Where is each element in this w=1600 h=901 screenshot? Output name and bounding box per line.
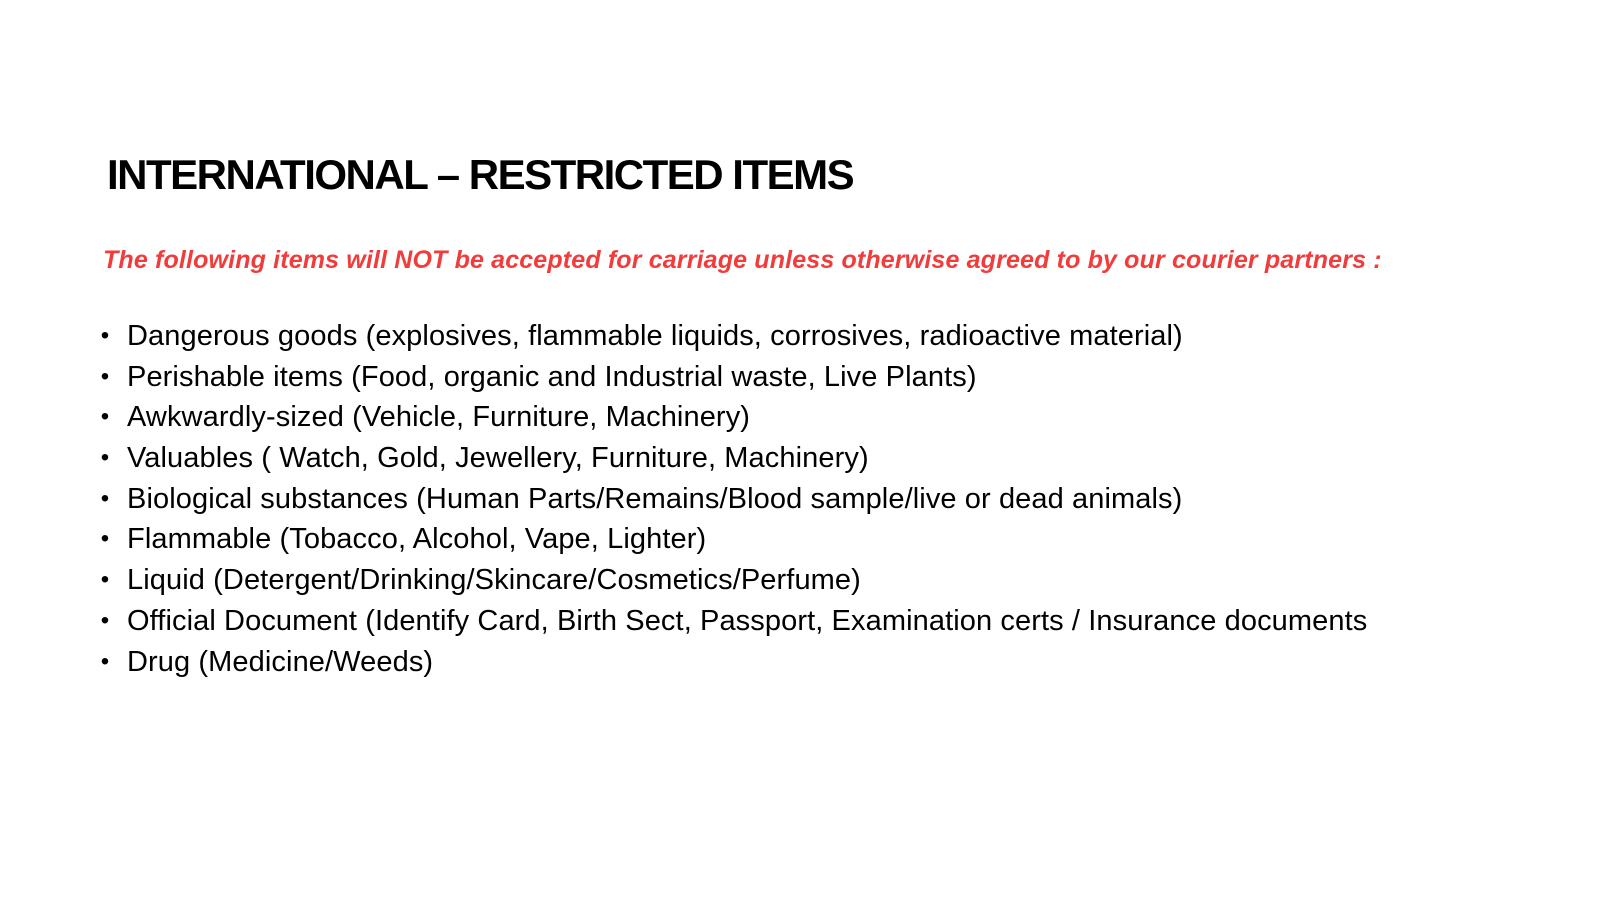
bullet-icon: • xyxy=(100,403,110,431)
list-item-text: Official Document (Identify Card, Birth Sect, Passport, Examination certs / Insurance documents xyxy=(127,604,1368,637)
bullet-icon: • xyxy=(100,606,110,634)
bullet-icon: • xyxy=(100,484,110,512)
list-item-text: Awkwardly-sized (Vehicle, Furniture, Machinery) xyxy=(127,401,751,434)
bullet-icon: • xyxy=(100,362,110,390)
list-item-text: Flammable (Tobacco, Alcohol, Vape, Lighter) xyxy=(127,523,707,556)
list-item-text: Perishable items (Food, organic and Industrial waste, Live Plants) xyxy=(127,360,977,393)
list-item-text: Dangerous goods (explosives, flammable liquids, corrosives, radioactive material) xyxy=(127,320,1183,352)
restriction-notice: The following items will NOT be accepted for carriage unless otherwise agreed to by our courier partners : xyxy=(103,246,1382,274)
bullet-icon: • xyxy=(100,322,110,349)
list-item-text: Biological substances (Human Parts/Remains/Blood sample/live or dead animals) xyxy=(127,482,1183,515)
list-item-text: Liquid (Detergent/Drinking/Skincare/Cosmetics/Perfume) xyxy=(127,564,861,597)
bullet-icon: • xyxy=(100,525,110,553)
list-item-text: Drug (Medicine/Weeds) xyxy=(127,645,434,678)
bullet-icon: • xyxy=(100,444,110,472)
bullet-icon: • xyxy=(100,647,110,675)
bullet-icon: • xyxy=(100,566,110,594)
page-title: INTERNATIONAL – RESTRICTED ITEMS xyxy=(107,151,854,198)
list-item-text: Valuables ( Watch, Gold, Jewellery, Furniture, Machinery) xyxy=(127,442,869,475)
